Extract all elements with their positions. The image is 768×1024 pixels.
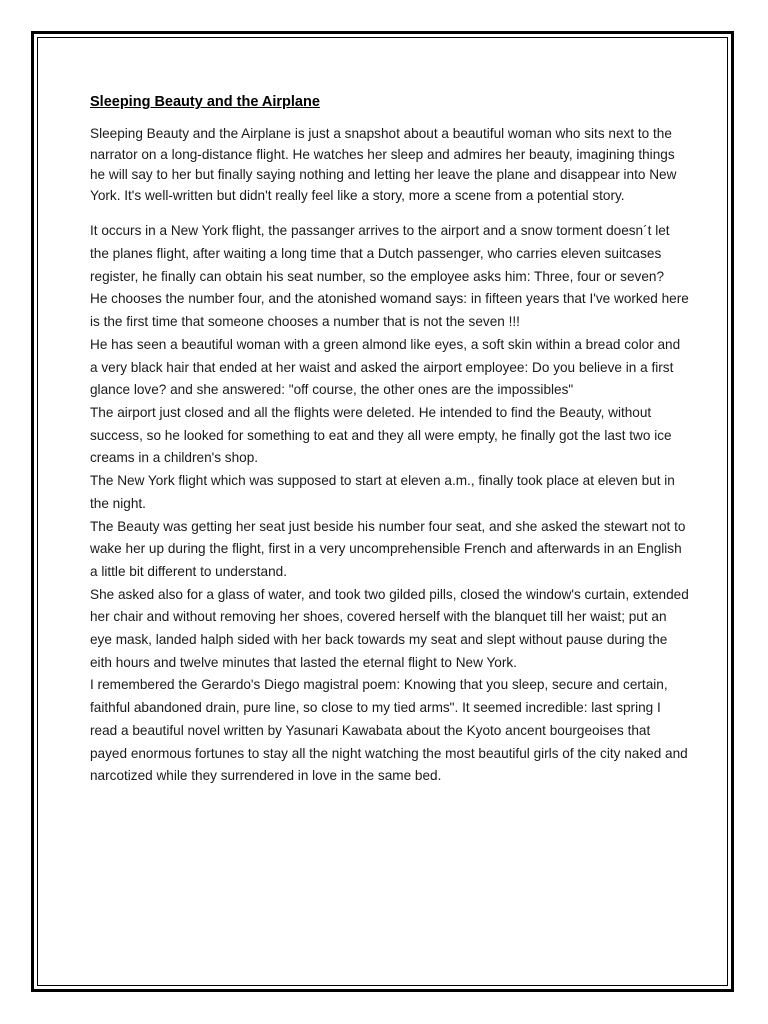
body-paragraph: He chooses the number four, and the atonished womand says: in fifteen years that I've worked here is the first time that someone chooses a number that is not the seven !!! <box>90 291 689 330</box>
body-paragraph: She asked also for a glass of water, and took two gilded pills, closed the window's curtain, extended her chair and without removing her shoes, covered herself with the blanquet till her waist; put an eye mask, landed halph sided with her back towards my seat and slept without pause during the eith hours and twelve minutes that lasted the eternal flight to New York. <box>90 586 689 670</box>
document-body <box>90 92 690 788</box>
body-paragraph: The New York flight which was supposed to start at eleven a.m., finally took place at eleven but in the night. <box>90 473 675 511</box>
body-paragraph: It occurs in a New York flight, the passanger arrives to the airport and a snow torment doesn´t let the planes flight, after waiting a long time that a Dutch passenger, who carries eleven suitcases register, he finally can obtain his seat number, so the employee asks him: Three, four or seven? <box>90 223 670 284</box>
body-paragraph: I remembered the Gerardo's Diego magistral poem: Knowing that you sleep, secure and certain, faithful abandoned drain, pure line, so close to my tied arms". It seemed incredible: last spring I read a beautiful novel written by Yasunari Kawabata about the Kyoto ancent bourgeoises that payed enormous fortunes to stay all the night watching the most beautiful girls of the city naked and narcotized while they surrendered in love in the same bed. <box>90 677 688 784</box>
body-paragraph: The Beauty was getting her seat just beside his number four seat, and she asked the stewart not to wake her up during the flight, first in a very uncomprehensible French and afterwards in an English a little bit different to understand. <box>90 518 686 579</box>
document-title: Sleeping Beauty and the Airplane <box>90 94 320 110</box>
body-paragraph: The airport just closed and all the flights were deleted. He intended to find the Beauty, without success, so he looked for something to eat and they all were empty, he finally got the last two ice creams in a children's shop. <box>90 405 672 466</box>
intro-paragraph: Sleeping Beauty and the Airplane is just a snapshot about a beautiful woman who sits next to the narrator on a long-distance flight. He watches her sleep and admires her beauty, imagining things he will say to her but finally saying nothing and letting her leave the plane and disappear into New York. It's well-written but didn't really feel like a story, more a scene from a potential story. <box>90 126 677 203</box>
body-paragraph: He has seen a beautiful woman with a green almond like eyes, a soft skin within a bread color and a very black hair that ended at her waist and asked the airport employee: Do you believe in a first glance love? and she answered: "off course, the other ones are the impossibles" <box>90 336 681 398</box>
